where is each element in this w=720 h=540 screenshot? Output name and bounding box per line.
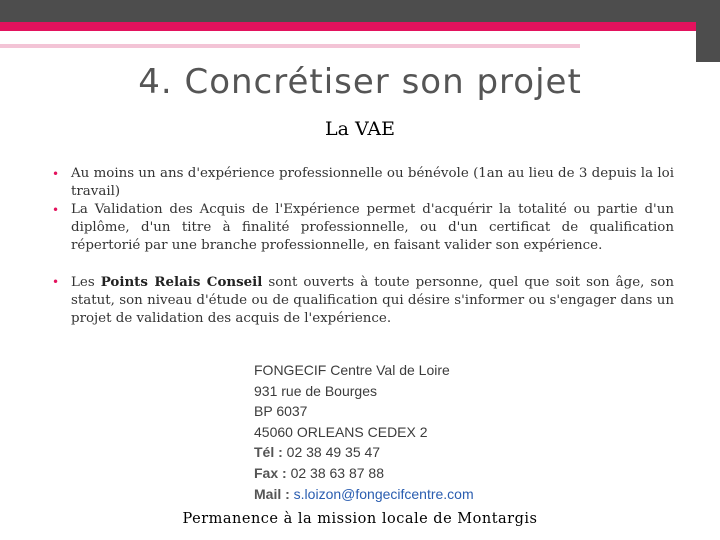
contact-tel-row [254,442,474,463]
bullet-item-experience: • Au moins un ans d'expérience professionnelle ou bénévole (1an au lieu de 3 depuis la loi travail) [52,165,674,201]
bullet-item-vae-definition: • La Validation des Acquis de l'Expérience permet d'acquérir la totalité ou partie d'un diplôme, d'un titre à finalité professionnelle, ou d'un certificat de qualification répertorié par une branche professionnelle, en faisant valider son expérience. [52,201,674,255]
header-accent-bar [0,22,720,31]
relais-emphasis: Points Relais Conseil [100,274,263,290]
relais-prefix: Les [71,275,101,290]
contact-fax-label: Fax : [254,464,287,481]
header-dark-bar [0,0,720,22]
contact-mail-row [254,484,474,505]
contact-card [254,360,474,504]
contact-tel-label: Tél : [254,444,283,461]
contact-fax: 02 38 63 87 88 [286,464,384,481]
contact-city: 45060 ORLEANS CEDEX 2 [254,423,428,440]
header-side-block [696,0,720,62]
footer-note: Permanence à la mission locale de Montargis [182,511,538,527]
contact-mail-link[interactable]: s.loizon@fongecifcentre.com [289,485,474,502]
slide-subtitle: La VAE [324,118,395,140]
contact-fax-row [254,463,474,484]
contact-street: 931 rue de Bourges [254,382,377,399]
contact-tel: 02 38 49 35 47 [282,444,381,461]
header-thin-line [0,44,580,48]
bullet-item-points-relais [52,273,674,328]
contact-mail-label: Mail : [254,485,290,502]
contact-bp: BP 6037 [254,403,308,420]
relais-suffix: sont ouverts à toute personne, quel que soit son âge, son statut, son niveau d'étude ou de qualification qui désire s'informer ou s'engager dans un projet de validation des acquis de l'expérience. [71,275,674,326]
contact-org: FONGECIF Centre Val de Loire [254,362,450,378]
bullet-list [52,165,674,328]
slide-title: 4. Concrétiser son projet [138,62,582,102]
